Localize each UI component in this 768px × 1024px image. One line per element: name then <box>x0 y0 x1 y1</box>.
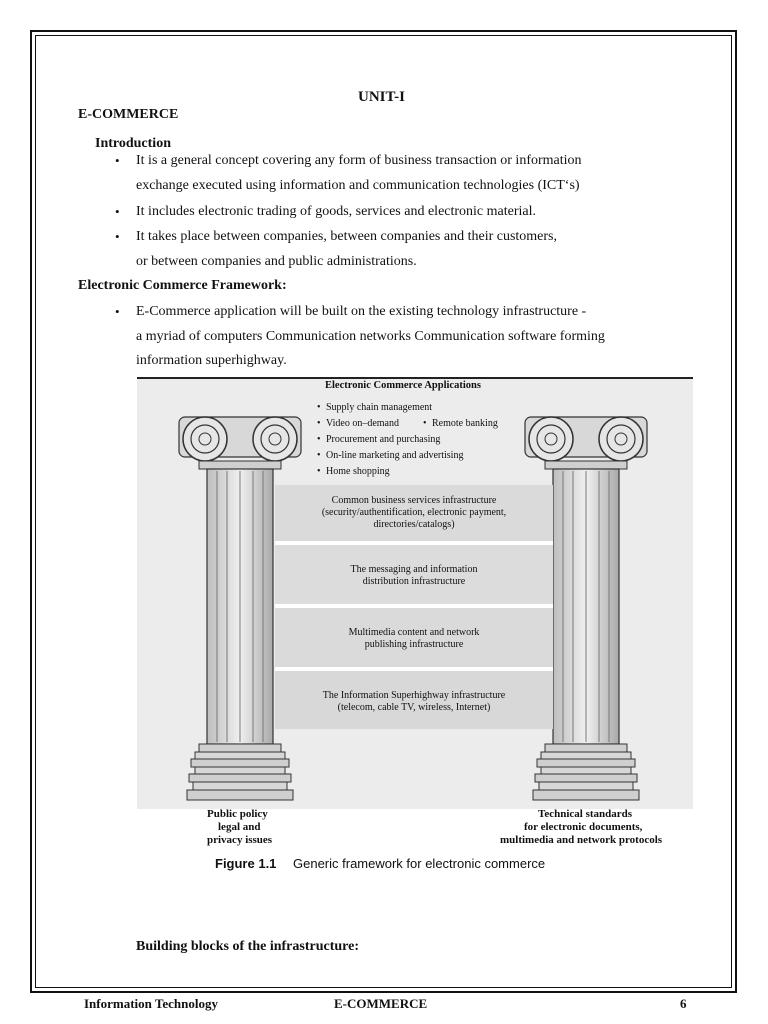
app-procurement: Procurement and purchasing <box>326 434 441 445</box>
introduction-heading: Introduction <box>95 136 171 151</box>
intro-bullet-1-line-1: It is a general concept covering any form of business transaction or information <box>136 153 582 168</box>
layer-1-line-1: Common business services infrastructure <box>331 495 497 506</box>
framework-bullet-line-1: E-Commerce application will be built on the existing technology infrastructure - <box>136 304 587 319</box>
left-pillar-caption-line-1: Public policy <box>207 808 268 820</box>
app-online-marketing: On-line marketing and advertising <box>326 450 464 461</box>
framework-bullet-line-3: information superhighway. <box>136 353 287 368</box>
right-pillar-caption-line-1: Technical standards <box>538 808 633 820</box>
layer-1-line-3: directories/catalogs) <box>373 519 455 530</box>
footer-page-number: 6 <box>680 996 687 1011</box>
footer-center: E-COMMERCE <box>334 996 428 1011</box>
layer-3-line-2: publishing infrastructure <box>364 639 464 650</box>
footer-left: Information Technology <box>84 996 218 1011</box>
intro-bullet-3-line-2: or between companies and public administrations. <box>136 254 417 269</box>
bullet-marker: • <box>115 304 120 319</box>
app-bullet: • <box>317 402 321 413</box>
layer-band-multimedia <box>275 608 553 668</box>
intro-bullet-1-line-2: exchange executed using information and communication technologies (ICT‘s) <box>136 178 580 193</box>
layer-band-messaging <box>275 545 553 605</box>
intro-bullet-3-line-1: It takes place between companies, between companies and their customers, <box>136 229 558 244</box>
app-bullet: • <box>317 418 321 429</box>
building-blocks-heading: Building blocks of the infrastructure: <box>136 939 359 954</box>
apps-title: Electronic Commerce Applications <box>325 380 481 391</box>
app-home-shopping: Home shopping <box>326 466 390 477</box>
app-bullet: • <box>317 466 321 477</box>
figure-caption-number: Figure 1.1 <box>215 856 277 871</box>
subject-heading: E-COMMERCE <box>78 107 179 122</box>
layer-2-line-2: distribution infrastructure <box>362 576 466 587</box>
bullet-marker: • <box>115 204 120 219</box>
unit-title: UNIT-I <box>358 89 405 105</box>
app-video-on-demand: Video on–demand <box>326 418 399 429</box>
left-pillar-caption-line-3: privacy issues <box>207 834 273 846</box>
bullet-marker: • <box>115 153 120 168</box>
right-pillar-caption-line-3: multimedia and network protocols <box>500 834 663 846</box>
app-bullet: • <box>317 450 321 461</box>
app-bullet: • <box>423 418 427 429</box>
layer-4-line-2: (telecom, cable TV, wireless, Internet) <box>337 702 491 713</box>
layer-4-line-1: The Information Superhighway infrastructure <box>322 690 506 701</box>
ecommerce-framework-figure <box>137 377 693 809</box>
layer-2-line-1: The messaging and information <box>350 564 478 575</box>
framework-bullet-line-2: a myriad of computers Communication networks Communication software forming <box>136 329 605 344</box>
figure-caption-text: Generic framework for electronic commerce <box>293 856 546 871</box>
bullet-marker: • <box>115 229 120 244</box>
app-remote-banking: Remote banking <box>432 418 498 429</box>
layer-1-line-2: (security/authentification, electronic payment, <box>321 507 507 518</box>
right-pillar-caption-line-2: for electronic documents, <box>524 821 643 833</box>
app-supply-chain: Supply chain management <box>326 402 433 413</box>
intro-bullet-2-line-1: It includes electronic trading of goods, services and electronic material. <box>136 204 537 219</box>
left-pillar-caption-line-2: legal and <box>218 821 261 833</box>
framework-heading: Electronic Commerce Framework: <box>78 278 287 293</box>
app-bullet: • <box>317 434 321 445</box>
layer-3-line-1: Multimedia content and network <box>348 627 480 638</box>
